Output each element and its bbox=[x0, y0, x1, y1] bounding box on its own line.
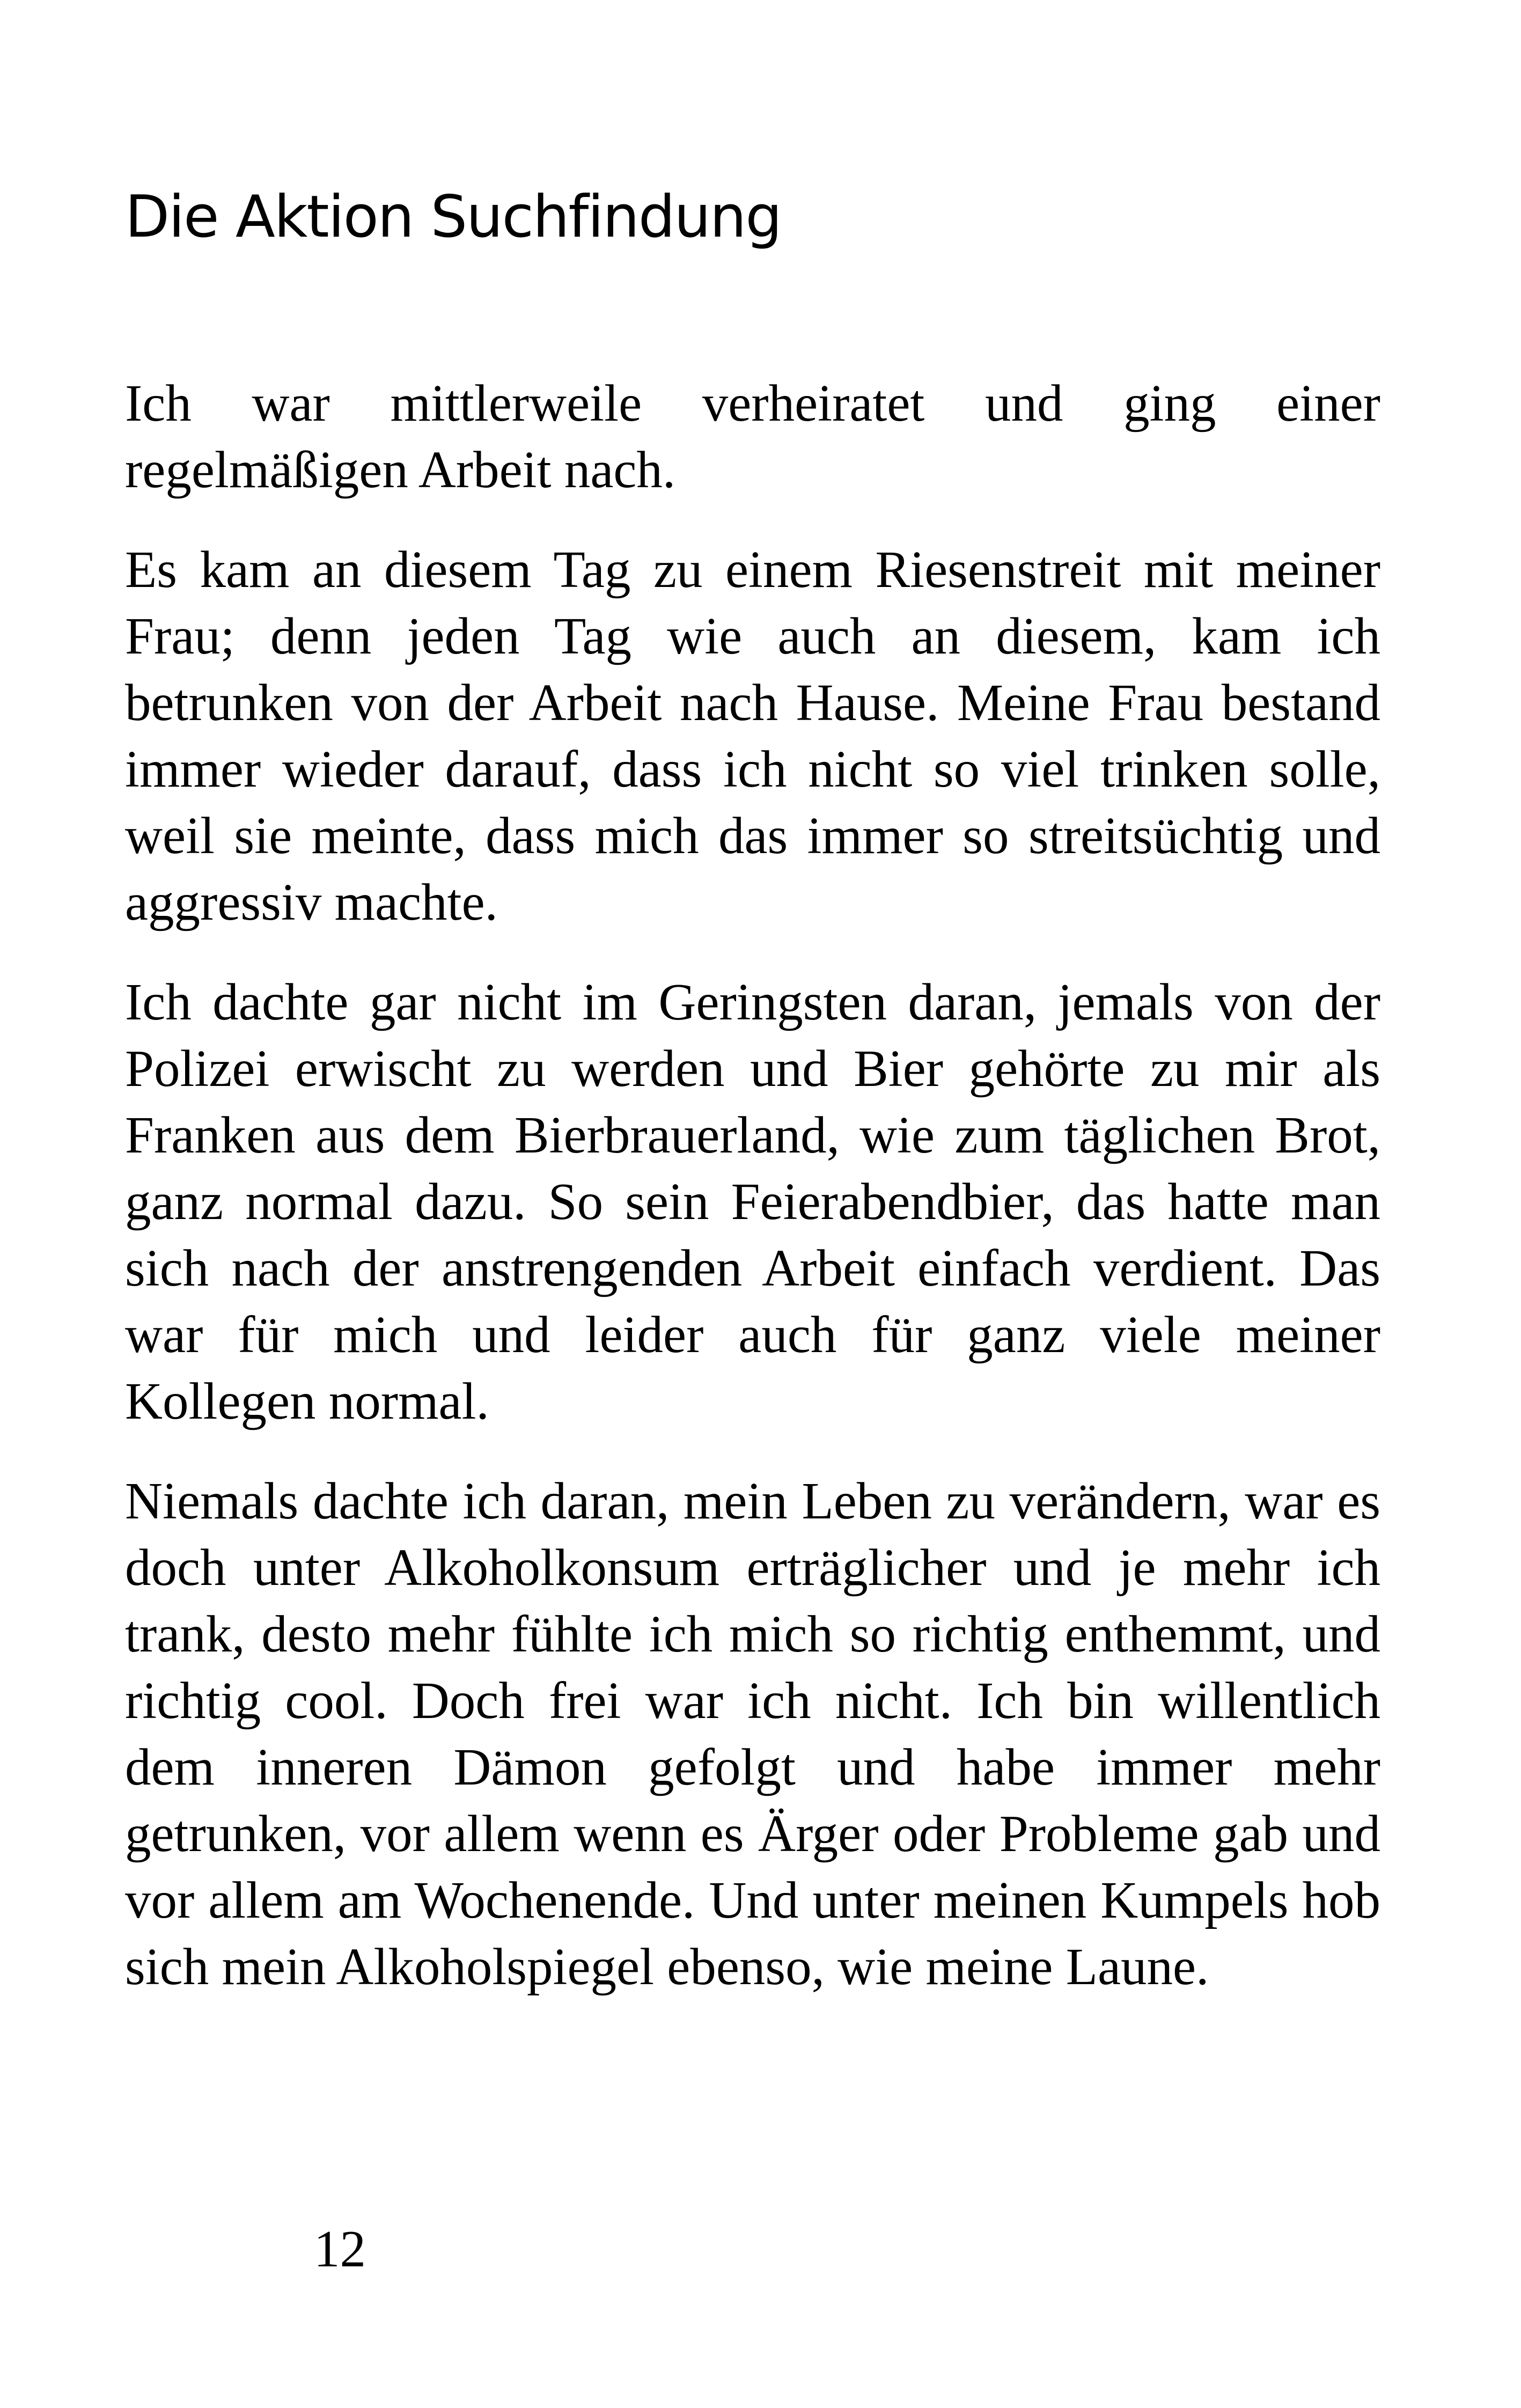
paragraph-1: Ich war mittlerweile verheiratet und ging einer regelmäßigen Arbeit nach. bbox=[125, 375, 1380, 498]
paragraph-3: Ich dachte gar nicht im Geringsten daran, jemals von der Polizei erwischt zu werden und Bier gehörte zu mir als Franken aus dem Bierbrauerland, wie zum täglichen Brot, ganz normal dazu. So sein Feierabendbier, das hatte man sich nach der anstrengenden Arbeit einfach verdient. Das war für mich und leider auch für ganz viele meiner Kollegen normal. bbox=[125, 973, 1380, 1430]
paragraph-4: Niemals dachte ich daran, mein Leben zu verändern, war es doch unter Alkoholkonsum erträglicher und je mehr ich trank, desto mehr fühlte ich mich so richtig enthemmt, und richtig cool. Doch frei war ich nicht. Ich bin willentlich dem inneren Dämon gefolgt und habe immer mehr getrunken, vor allem wenn es Ärger oder Probleme gab und vor allem am Wochenende. Und unter meinen Kumpels hob sich mein Alkoholspiegel ebenso, wie meine Laune. bbox=[125, 1472, 1380, 1995]
chapter-title: Die Aktion Suchfindung bbox=[125, 183, 781, 251]
page-number: 12 bbox=[314, 2220, 366, 2278]
body-text bbox=[125, 370, 1380, 2033]
paragraph-2: Es kam an diesem Tag zu einem Riesenstreit mit meiner Frau; denn jeden Tag wie auch an diesem, kam ich betrunken von der Arbeit nach Hause. Meine Frau bestand immer wieder darauf, dass ich nicht so viel trinken solle, weil sie meinte, dass mich das immer so streitsüchtig und aggressiv machte. bbox=[125, 541, 1380, 931]
